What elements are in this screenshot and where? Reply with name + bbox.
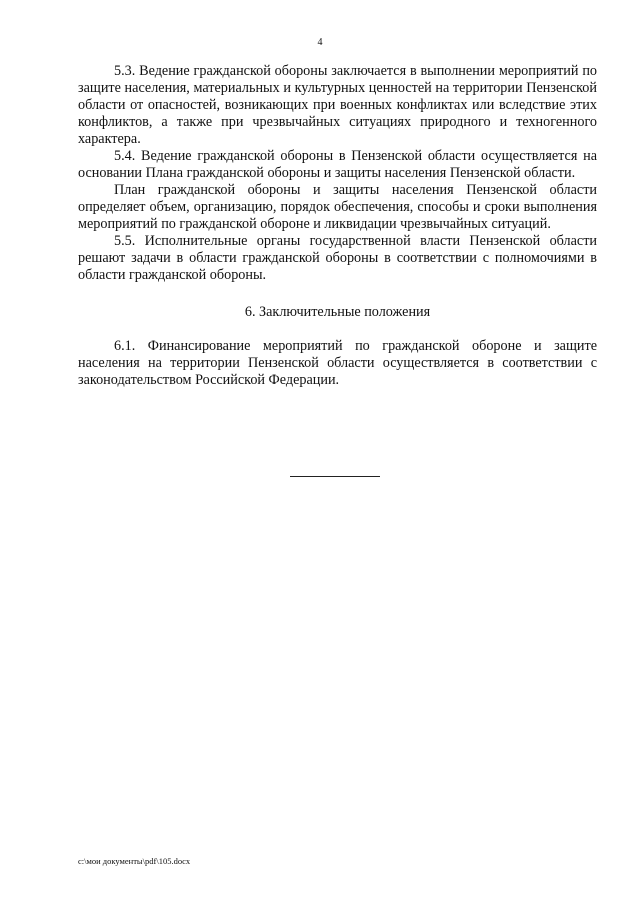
paragraph-civil-defense-plan: План гражданской обороны и защиты населения Пензенской области определяет объем, организацию, порядок обеспечения, способы и сроки выполнения мероприятий по гражданской обороне и ликвидации чрезвычайных ситуаций.: [78, 182, 597, 232]
paragraph-6-1: 6.1. Финансирование мероприятий по гражданской обороне и защите населения на территории Пензенской области осуществляется в соответствии с законодательством Российской Федерации.: [78, 338, 597, 388]
page-number: 4: [317, 37, 323, 48]
paragraph-5-4: 5.4. Ведение гражданской обороны в Пензенской области осуществляется на основании Плана гражданской обороны и защиты населения Пензенской области.: [78, 148, 597, 181]
paragraph-5-3: 5.3. Ведение гражданской обороны заключается в выполнении мероприятий по защите населения, материальных и культурных ценностей на территории Пензенской области от опасностей, возникающих при военных конфликтах или вследствие этих конфликтов, а также при чрезвычайных ситуациях природного и техногенного характера.: [78, 63, 597, 147]
document-body: [78, 63, 597, 389]
paragraph-5-5: 5.5. Исполнительные органы государственной власти Пензенской области решают задачи в области гражданской обороны в соответствии с полномочиями в области гражданской обороны.: [78, 233, 597, 283]
end-separator-line: [290, 476, 380, 477]
section-heading: 6. Заключительные положения: [244, 304, 431, 320]
footer-file-path: c:\мои документы\pdf\105.docx: [78, 856, 191, 866]
